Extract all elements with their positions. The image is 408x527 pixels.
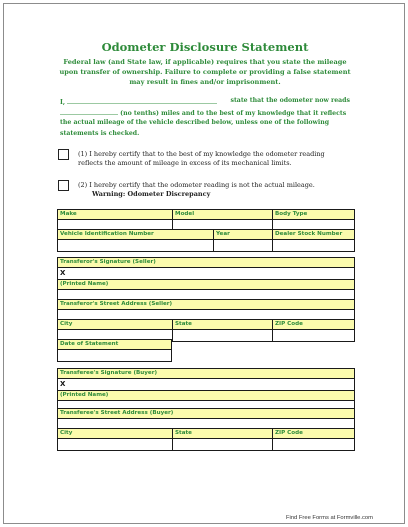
seller-zip-field[interactable]: [273, 330, 355, 341]
buyer-zip-label: ZIP Code: [272, 428, 355, 439]
statement-text: (no tenths) miles and to the best of my knowledge that it reflects: [120, 110, 347, 117]
seller-city-label: City: [57, 319, 172, 330]
odometer-warning: Warning: Odometer Discrepancy: [92, 190, 211, 198]
seller-state-label: State: [172, 319, 272, 330]
certify-mechanical-limits-checkbox[interactable]: [58, 149, 69, 160]
statement-date-label-row: [57, 339, 172, 350]
form-title: Odometer Disclosure Statement: [101, 40, 309, 54]
dealer-stock-label: Dealer Stock Number: [272, 229, 355, 240]
seller-printed-name-label-row: [57, 279, 355, 290]
statement-line-2: [60, 108, 350, 118]
mileage-blank[interactable]: [60, 108, 118, 115]
buyer-printed-name-label: (Printed Name): [57, 390, 355, 401]
buyer-state-label: State: [172, 428, 272, 439]
vin-field[interactable]: [58, 240, 214, 251]
statement-text: I,: [60, 99, 66, 106]
buyer-printed-name-label-row: [57, 390, 355, 401]
statement-line-1: [60, 97, 350, 107]
certification-2-line-1: (2) I hereby certify that the odometer reading is not the actual mileage.: [78, 181, 315, 189]
seller-state-field[interactable]: [173, 330, 273, 341]
buyer-city-input-row: [57, 439, 355, 451]
statement-date-label: Date of Statement: [57, 339, 172, 350]
certify-not-actual-mileage-checkbox[interactable]: [58, 180, 69, 191]
model-label: Model: [172, 209, 272, 220]
signature-x-mark: X: [60, 380, 66, 388]
seller-printed-name-label: (Printed Name): [57, 279, 355, 290]
certification-1-line-2: reflects the amount of mileage in excess of its mechanical limits.: [78, 159, 292, 167]
year-field[interactable]: [214, 240, 273, 251]
vehicle-label-row-2: [57, 229, 355, 240]
legal-notice-line: may result in fines and/or imprisonment.: [129, 78, 281, 86]
year-label: Year: [213, 229, 272, 240]
statement-text: state that the odometer now reads: [230, 97, 350, 104]
seller-signature-label-row: [57, 257, 355, 268]
name-blank[interactable]: [67, 97, 217, 104]
form-page: [3, 3, 405, 524]
statement-date-field[interactable]: [57, 350, 172, 362]
vin-label: Vehicle Identification Number: [57, 229, 213, 240]
footer-credit: Find Free Forms at Formville.com: [286, 515, 373, 521]
statement-line-4: statements is checked.: [60, 130, 140, 137]
buyer-city-label-row: [57, 428, 355, 439]
seller-zip-label: ZIP Code: [272, 319, 355, 330]
vehicle-label-row-1: [57, 209, 355, 220]
make-label: Make: [57, 209, 172, 220]
buyer-zip-field[interactable]: [273, 439, 355, 450]
buyer-city-field[interactable]: [58, 439, 173, 450]
buyer-state-field[interactable]: [173, 439, 273, 450]
dealer-stock-field[interactable]: [273, 240, 355, 251]
certification-1-line-1: (1) I hereby certify that to the best of my knowledge the odometer reading: [78, 150, 325, 158]
legal-notice-line: upon transfer of ownership. Failure to complete or providing a false statement: [59, 68, 351, 76]
buyer-city-label: City: [57, 428, 172, 439]
vehicle-input-row-2: [57, 240, 355, 252]
buyer-street-label-row: [57, 408, 355, 419]
seller-city-label-row: [57, 319, 355, 330]
legal-notice-line: Federal law (and State law, if applicable) requires that you state the mileage: [63, 58, 347, 66]
buyer-street-label: Transferee's Street Address (Buyer): [57, 408, 355, 419]
seller-signature-label: Transferor's Signature (Seller): [57, 257, 355, 268]
seller-street-label: Transferor's Street Address (Seller): [57, 299, 355, 310]
buyer-signature-label-row: [57, 368, 355, 379]
signature-x-mark: X: [60, 269, 66, 277]
buyer-signature-label: Transferee's Signature (Buyer): [57, 368, 355, 379]
seller-street-label-row: [57, 299, 355, 310]
body-type-label: Body Type: [272, 209, 355, 220]
statement-line-3: the actual mileage of the vehicle described below, unless one of the following: [60, 119, 330, 126]
legal-notice: [44, 57, 366, 87]
